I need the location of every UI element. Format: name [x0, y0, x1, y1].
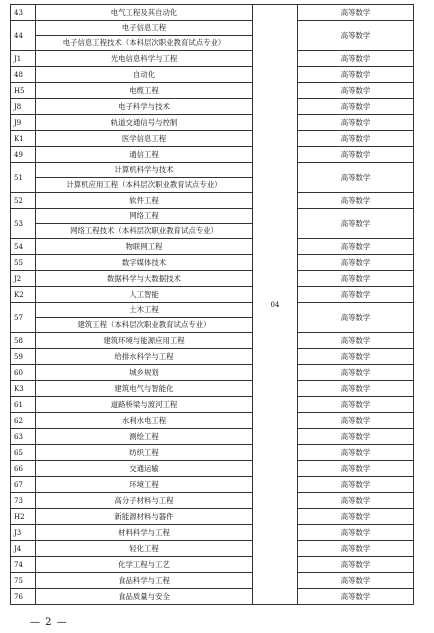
page-number: — 2 — [30, 617, 68, 628]
table-row [11, 365, 414, 381]
table-row [11, 445, 414, 461]
major-code-cell: 74 [11, 557, 36, 573]
major-name: 土木工程 [129, 305, 159, 314]
major-code-cell: K3 [11, 381, 36, 397]
major-code-cell: 57 [11, 303, 36, 333]
table-row [11, 557, 414, 573]
exam-subject-cell: 高等数学 [298, 429, 414, 445]
exam-subject-cell: 高等数学 [298, 557, 414, 573]
exam-subject-cell: 高等数学 [298, 255, 414, 271]
exam-subject-cell: 高等数学 [298, 51, 414, 67]
major-name: 电子信息工程技术（本科层次职业教育试点专业） [36, 35, 252, 50]
major-name-cell: 高分子材料与工程 [36, 493, 253, 509]
table-row [11, 67, 414, 83]
major-code-cell: 73 [11, 493, 36, 509]
major-code-cell: K1 [11, 131, 36, 147]
major-name-cell: 电子科学与技术 [36, 99, 253, 115]
major-name-cell: 化学工程与工艺 [36, 557, 253, 573]
table-body [11, 5, 414, 605]
major-name-cell: 自动化 [36, 67, 253, 83]
major-name-cell [36, 21, 253, 51]
exam-subject-cell: 高等数学 [298, 333, 414, 349]
major-code-cell: 62 [11, 413, 36, 429]
table-row [11, 83, 414, 99]
major-code-cell: J8 [11, 99, 36, 115]
table-row [11, 131, 414, 147]
table-row [11, 193, 414, 209]
major-name-cell [36, 303, 253, 333]
major-name: 计算机科学与技术 [114, 165, 174, 174]
exam-subject-cell: 高等数学 [298, 209, 414, 239]
major-code-cell: 54 [11, 239, 36, 255]
table-row [11, 303, 414, 333]
table-row [11, 333, 414, 349]
major-name-cell: 食品质量与安全 [36, 589, 253, 605]
table-row [11, 163, 414, 193]
major-code-cell: K2 [11, 287, 36, 303]
major-code-cell: 51 [11, 163, 36, 193]
document-page [10, 4, 413, 605]
exam-subject-cell: 高等数学 [298, 67, 414, 83]
exam-subject-cell: 高等数学 [298, 147, 414, 163]
major-name-cell: 水利水电工程 [36, 413, 253, 429]
exam-subject-cell: 高等数学 [298, 381, 414, 397]
table-row [11, 525, 414, 541]
major-code-cell: 67 [11, 477, 36, 493]
major-code-cell: J9 [11, 115, 36, 131]
exam-subject-cell: 高等数学 [298, 573, 414, 589]
table-row [11, 209, 414, 239]
table-row [11, 271, 414, 287]
major-name-cell: 数据科学与大数据技术 [36, 271, 253, 287]
major-name-cell: 建筑环境与能源应用工程 [36, 333, 253, 349]
major-name-cell: 轻化工程 [36, 541, 253, 557]
table-row [11, 21, 414, 51]
exam-subject-cell: 高等数学 [298, 5, 414, 21]
major-name: 电子信息工程 [121, 23, 167, 32]
major-name-cell: 新能源材料与器件 [36, 509, 253, 525]
major-code-cell: 65 [11, 445, 36, 461]
major-name-cell: 医学信息工程 [36, 131, 253, 147]
major-code-cell: 75 [11, 573, 36, 589]
major-name-cell: 软件工程 [36, 193, 253, 209]
exam-subject-cell: 高等数学 [298, 193, 414, 209]
table-row [11, 349, 414, 365]
category-code-cell: 04 [253, 5, 298, 605]
table-row [11, 461, 414, 477]
major-name-cell [36, 209, 253, 239]
exam-subject-cell: 高等数学 [298, 287, 414, 303]
major-code-cell: 59 [11, 349, 36, 365]
exam-subject-cell: 高等数学 [298, 239, 414, 255]
major-name-cell: 纺织工程 [36, 445, 253, 461]
exam-subject-cell: 高等数学 [298, 397, 414, 413]
major-name-cell: 建筑电气与智能化 [36, 381, 253, 397]
exam-subject-cell: 高等数学 [298, 589, 414, 605]
major-name-cell: 测绘工程 [36, 429, 253, 445]
major-code-cell: 66 [11, 461, 36, 477]
major-subject-table [10, 4, 414, 605]
major-name-cell: 轨道交通信号与控制 [36, 115, 253, 131]
major-code-cell: H2 [11, 509, 36, 525]
exam-subject-cell: 高等数学 [298, 525, 414, 541]
major-name-cell: 电缆工程 [36, 83, 253, 99]
exam-subject-cell: 高等数学 [298, 445, 414, 461]
table-row [11, 493, 414, 509]
major-code-cell: 49 [11, 147, 36, 163]
major-code-cell: H5 [11, 83, 36, 99]
major-name-cell: 物联网工程 [36, 239, 253, 255]
exam-subject-cell: 高等数学 [298, 349, 414, 365]
table-row [11, 115, 414, 131]
major-code-cell: 44 [11, 21, 36, 51]
major-code-cell: 76 [11, 589, 36, 605]
exam-subject-cell: 高等数学 [298, 99, 414, 115]
major-name-cell: 食品科学与工程 [36, 573, 253, 589]
major-code-cell: 58 [11, 333, 36, 349]
major-name: 建筑工程（本科层次职业教育试点专业） [36, 317, 252, 332]
exam-subject-cell: 高等数学 [298, 541, 414, 557]
major-code-cell: J1 [11, 51, 36, 67]
table-row [11, 381, 414, 397]
table-row [11, 429, 414, 445]
major-name-cell: 数字媒体技术 [36, 255, 253, 271]
table-row [11, 51, 414, 67]
major-name-cell: 人工智能 [36, 287, 253, 303]
exam-subject-cell: 高等数学 [298, 83, 414, 99]
table-row [11, 287, 414, 303]
major-name-cell: 交通运输 [36, 461, 253, 477]
major-code-cell: 43 [11, 5, 36, 21]
major-code-cell: 55 [11, 255, 36, 271]
major-name-cell: 材料科学与工程 [36, 525, 253, 541]
exam-subject-cell: 高等数学 [298, 493, 414, 509]
table-row [11, 573, 414, 589]
major-name-cell: 给排水科学与工程 [36, 349, 253, 365]
table-row [11, 255, 414, 271]
major-name-cell: 光电信息科学与工程 [36, 51, 253, 67]
table-row [11, 589, 414, 605]
exam-subject-cell: 高等数学 [298, 115, 414, 131]
major-name: 网络工程技术（本科层次职业教育试点专业） [36, 223, 252, 238]
table-row [11, 397, 414, 413]
major-code-cell: 48 [11, 67, 36, 83]
exam-subject-cell: 高等数学 [298, 21, 414, 51]
major-code-cell: 60 [11, 365, 36, 381]
exam-subject-cell: 高等数学 [298, 163, 414, 193]
major-code-cell: 63 [11, 429, 36, 445]
exam-subject-cell: 高等数学 [298, 365, 414, 381]
table-row [11, 239, 414, 255]
major-name-cell: 城乡规划 [36, 365, 253, 381]
major-name: 计算机应用工程（本科层次职业教育试点专业） [36, 177, 252, 192]
major-code-cell: 53 [11, 209, 36, 239]
exam-subject-cell: 高等数学 [298, 271, 414, 287]
exam-subject-cell: 高等数学 [298, 461, 414, 477]
table-row [11, 99, 414, 115]
major-code-cell: 61 [11, 397, 36, 413]
table-row [11, 477, 414, 493]
table-row [11, 541, 414, 557]
exam-subject-cell: 高等数学 [298, 413, 414, 429]
major-name: 网络工程 [129, 211, 159, 220]
major-name-cell: 电气工程及其自动化 [36, 5, 253, 21]
major-code-cell: 52 [11, 193, 36, 209]
table-row [11, 509, 414, 525]
major-name-cell: 环境工程 [36, 477, 253, 493]
exam-subject-cell: 高等数学 [298, 303, 414, 333]
major-code-cell: J2 [11, 271, 36, 287]
exam-subject-cell: 高等数学 [298, 509, 414, 525]
major-name-cell: 通信工程 [36, 147, 253, 163]
table-row [11, 413, 414, 429]
table-row [11, 147, 414, 163]
major-name-cell [36, 163, 253, 193]
major-code-cell: J4 [11, 541, 36, 557]
exam-subject-cell: 高等数学 [298, 131, 414, 147]
exam-subject-cell: 高等数学 [298, 477, 414, 493]
table-row [11, 5, 414, 21]
major-name-cell: 道路桥梁与渡河工程 [36, 397, 253, 413]
major-code-cell: J3 [11, 525, 36, 541]
